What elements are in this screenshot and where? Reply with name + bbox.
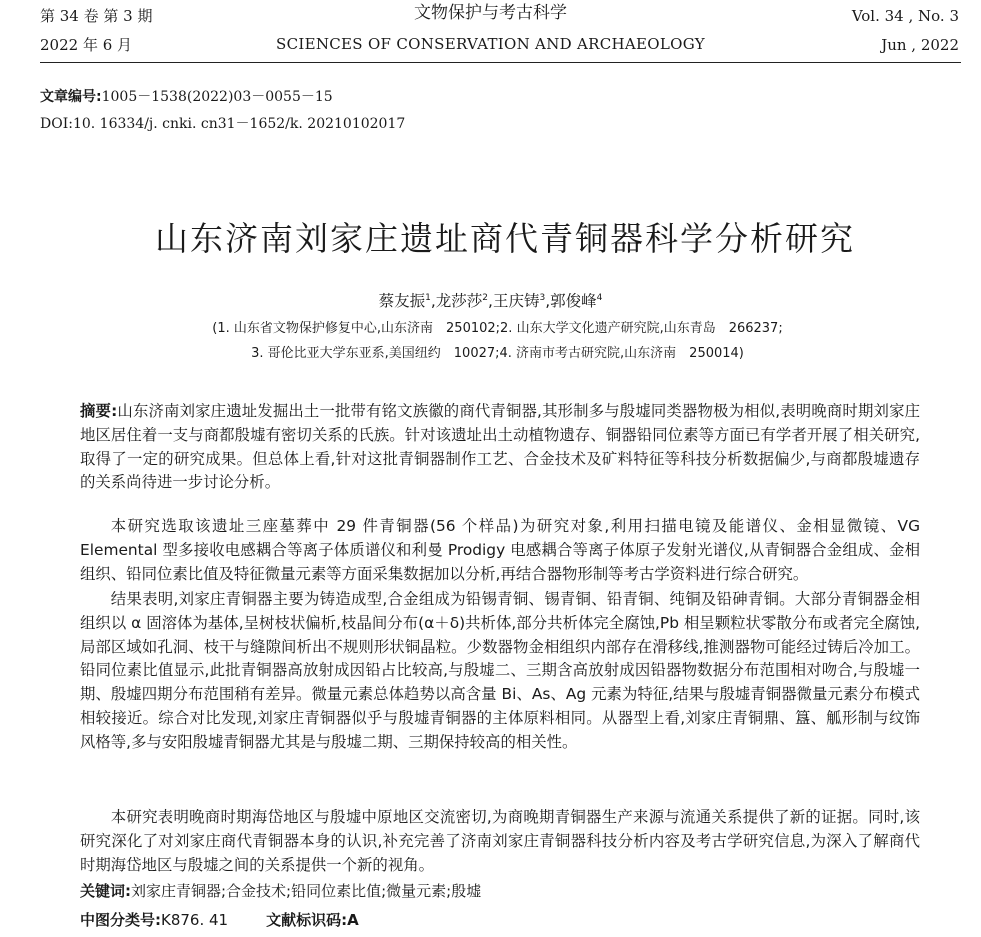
header-divider xyxy=(40,62,961,63)
abstract-paragraph-1 xyxy=(80,400,920,495)
keywords-text: 刘家庄青铜器;合金技术;铅同位素比值;微量元素;殷墟 xyxy=(131,882,482,900)
clc-value: K876. 41 xyxy=(161,911,229,929)
author-name: 龙莎莎 xyxy=(435,292,483,310)
header-volume-issue-en: Vol. 34 , No. 3 xyxy=(851,7,959,25)
doc-code-value: A xyxy=(347,911,359,929)
doc-code-label: 文献标识码: xyxy=(266,911,348,929)
article-number-value: 1005－1538(2022)03－0055－15 xyxy=(101,89,333,105)
doi xyxy=(40,115,405,133)
author-separator: , xyxy=(488,292,493,310)
clc-label: 中图分类号: xyxy=(80,911,161,929)
header-date: 2022 年 6 月 xyxy=(40,36,133,54)
author-affil-mark: 2 xyxy=(482,292,489,303)
article-number-label: 文章编号: xyxy=(40,89,102,105)
abstract-paragraph-3: 结果表明,刘家庄青铜器主要为铸造成型,合金组成为铅锡青铜、锡青铜、铅青铜、纯铜及铅砷青铜。大部分青铜器金相组织以 α 固溶体为基体,呈树枝状偏析,枝晶间分布(α＋δ)共析体,部分共析体完全腐蚀,Pb 相呈颗粒状零散分布或者完全腐蚀,局部区域如孔洞、枝干与缝隙间析出不规则形状铜晶粒。少数器物金相组织内部存在滑移线,推测器物可能经过铸后冷加工。铅同位素比值显示,此批青铜器高放射成因铅占比较高,与殷墟二、三期含高放射成因铅器物数据分布范围相对吻合,与殷墟一期、殷墟四期分布范围稍有差异。微量元素总体趋势以高含量 Bi、As、Ag 元素为特征,结果与殷墟青铜器微量元素分布模式相较接近。综合对比发现,刘家庄青铜器似乎与殷墟青铜器的主体原料相同。从器型上看,刘家庄青铜鼎、簋、觚形制与纹饰风格等,多与安阳殷墟青铜器尤其是与殷墟二期、三期保持较高的相关性。 xyxy=(80,590,920,751)
journal-title-cn: 文物保护与考古科学 xyxy=(414,3,567,23)
doi-value: 10. 16334/j. cnki. cn31－1652/k. 20210102017 xyxy=(72,116,406,132)
abstract-paragraph-4: 本研究表明晚商时期海岱地区与殷墟中原地区交流密切,为商晚期青铜器生产来源与流通关系提供了新的证据。同时,该研究深化了对刘家庄商代青铜器本身的认识,补充完善了济南刘家庄青铜器科技分析内容及考古学研究信息,为深入了解商代时期海岱地区与殷墟之间的关系提供一个新的视角。 xyxy=(80,808,920,874)
header-volume-issue: 第 34 卷 第 3 期 xyxy=(40,7,153,25)
author-affil-mark: 3 xyxy=(539,292,546,303)
journal-title-en: SCIENCES OF CONSERVATION AND ARCHAEOLOGY xyxy=(276,35,705,53)
keywords-label: 关键词: xyxy=(80,882,131,900)
abstract-text-1: 山东济南刘家庄遗址发掘出土一批带有铭文族徽的商代青铜器,其形制多与殷墟同类器物极为相似,表明晚商时期刘家庄地区居住着一支与商都殷墟有密切关系的氏族。针对该遗址出土动植物遗存、铜器铅同位素等方面已有学者开展了相关研究,取得了一定的研究成果。但总体上看,针对这批青铜器制作工艺、合金技术及矿料特征等科技分析数据偏少,与商都殷墟遗存的关系尚待进一步讨论分析。 xyxy=(80,402,920,492)
author-affil-mark: 1 xyxy=(425,292,431,303)
affiliations-line-1: (1. 山东省文物保护修复中心,山东济南 250102;2. 山东大学文化遗产研究院,山东青岛 266237; xyxy=(212,321,783,336)
classification-line xyxy=(80,910,359,930)
author-name: 郭俊峰 xyxy=(550,292,597,310)
header-date-en: Jun , 2022 xyxy=(881,36,959,54)
author-name: 蔡友振 xyxy=(378,292,426,310)
author-name: 王庆铸 xyxy=(492,292,540,310)
article-number xyxy=(40,88,333,106)
author-separator: , xyxy=(430,292,436,310)
doi-label: DOI: xyxy=(40,116,73,132)
author-list xyxy=(0,291,981,311)
affiliations-line-2: 3. 哥伦比亚大学东亚系,美国纽约 10027;4. 济南市考古研究院,山东济南 250014) xyxy=(251,346,744,361)
keywords xyxy=(80,881,481,901)
paper-title: 山东济南刘家庄遗址商代青铜器科学分析研究 xyxy=(155,219,855,258)
abstract-paragraph-2: 本研究选取该遗址三座墓葬中 29 件青铜器(56 个样品)为研究对象,利用扫描电镜及能谱仪、金相显微镜、VG Elemental 型多接收电感耦合等离子体质谱仪和利曼 Prodigy 电感耦合等离子体原子发射光谱仪,从青铜器合金组成、金相组织、铅同位素比值及特征微量元素等方面采集数据加以分析,再结合器物形制等考古学资料进行综合研究。 xyxy=(80,517,920,583)
author-separator: , xyxy=(545,292,551,310)
abstract-label: 摘要: xyxy=(80,402,118,420)
author-affil-mark: 4 xyxy=(596,292,603,303)
